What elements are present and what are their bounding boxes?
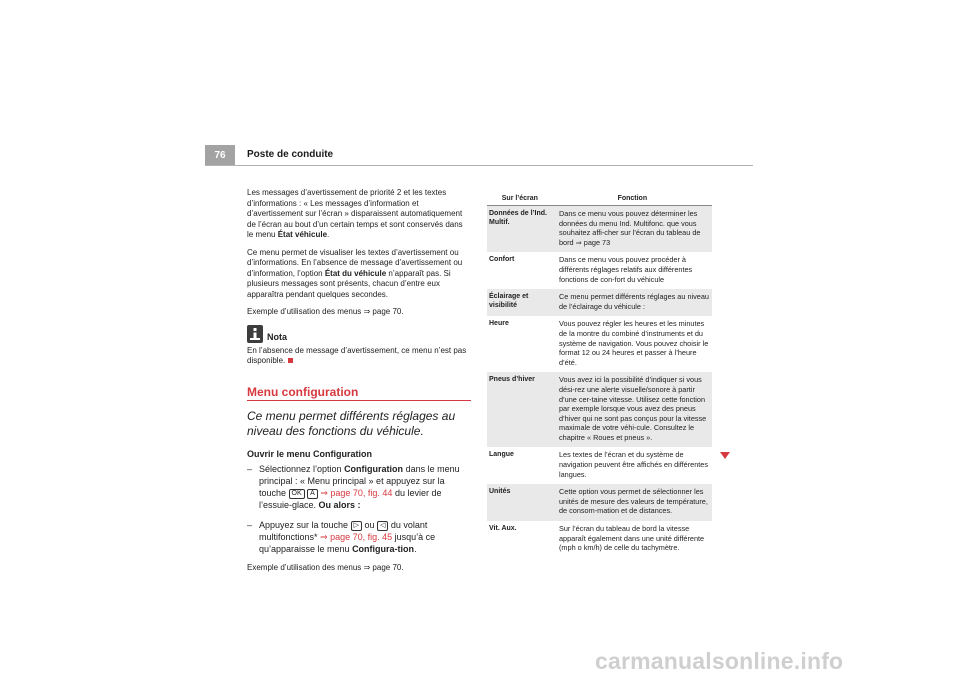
step-2-part-a: Appuyez sur la touche <box>259 519 351 530</box>
step-2-part-c: du volant multifonctions* <box>259 519 428 542</box>
step-2-text <box>259 519 471 555</box>
a-key-icon: A <box>307 489 318 499</box>
table-row <box>487 316 712 372</box>
table-cell-desc: Sur l’écran du tableau de bord la vitesse apparaît également dans une unité différente (mph o km/h) de celle du tachymètre. <box>559 524 705 553</box>
sub-heading: Ouvrir le menu Configuration <box>247 449 373 459</box>
step-2-end: . <box>414 543 417 554</box>
section-title: Menu configuration <box>247 387 471 402</box>
paragraph-2-text: Ce menu permet de visualiser les textes d’avertissement ou d’informations. En l’absence de message d’avertissement ou d’information, l’option <box>247 247 463 278</box>
step-2-part-d: jusqu’à ce qu’apparaisse le menu <box>259 531 436 554</box>
footer-reference: Exemple d’utilisation des menus ⇒ page 70. <box>247 562 404 572</box>
table-cell-name: Données de l’Ind. Multif. <box>489 210 547 226</box>
table-header-function: Fonction <box>617 195 648 202</box>
nota-block <box>247 325 471 343</box>
table-cell-desc: Cette option vous permet de sélectionner les unités de mesure des valeurs de température, de consom-mation et de distances. <box>559 487 708 516</box>
table-cell-desc: Vous pouvez régler les heures et les minutes de la montre du combiné d’instruments et du système de navigation. Vous pouvez choisir le format 12 ou 24 heures et passer à l’heure d’été. <box>559 319 709 367</box>
step-2-bold: Configura-tion <box>352 543 415 554</box>
paragraph-2-bold: État du véhicule <box>324 268 387 278</box>
table-row <box>487 289 712 316</box>
step-2-link[interactable]: ⇒ page 70, fig. 45 <box>320 531 393 542</box>
watermark: carmanualsonline.info <box>595 648 844 674</box>
table-cell-name: Pneus d’hiver <box>489 376 535 384</box>
step-1-link[interactable]: ⇒ page 70, fig. 44 <box>317 487 393 498</box>
nota-info-icon <box>247 325 263 343</box>
step-2 <box>247 519 471 555</box>
paragraph-1 <box>247 188 471 241</box>
page-number: 76 <box>205 145 235 165</box>
nota-text <box>247 346 471 367</box>
table-cell-desc: Vous avez ici la possibilité d’indiquer si vous dési-rez une alerte visuelle/sonore à partir d’une cer-taine vitesse. Utilisez cette fonction par exemple lorsque vous avez des pneus d’hiver qui ne sont pas conçus pour la vitesse maximale de votre véhi-cule. Consultez le chapitre « Roues et pneus ». <box>559 375 707 442</box>
table-header <box>487 193 712 206</box>
step-1-part-a: Sélectionnez l’option <box>259 463 345 474</box>
nota-title: Nota <box>267 332 287 342</box>
table-cell-name: Unités <box>489 488 511 496</box>
step-1 <box>247 463 471 511</box>
table-row <box>487 206 712 252</box>
table-row <box>487 252 712 289</box>
right-key-icon: ▷ <box>351 521 362 531</box>
step-1-text <box>259 463 471 511</box>
step-1-bold-2: Ou alors : <box>318 499 361 510</box>
table-row <box>487 372 712 447</box>
table-cell-desc: Dans ce menu vous pouvez déterminer les données du menu Ind. Multifonc. que vous souhaitez affi-cher sur l’écran du tableau de bord ⇒ page 73 <box>559 209 701 247</box>
paragraph-3: Exemple d’utilisation des menus ⇒ page 70. <box>247 307 404 316</box>
step-2-dash: – <box>247 519 253 530</box>
paragraph-2-end: n’apparaît pas. Si plusieurs messages sont présents, chacun d’entre eux apparaîtra pendant quelques secondes. <box>247 268 451 299</box>
step-2-part-b: ou <box>361 519 377 530</box>
step-1-bold: Configuration <box>344 463 404 474</box>
left-key-icon: ◁ <box>377 521 388 531</box>
table-row <box>487 484 712 521</box>
table-cell-desc: Dans ce menu vous pouvez procéder à différents réglages relatifs aux différentes fonctions de con-fort du véhicule <box>559 255 693 284</box>
settings-table <box>487 193 712 558</box>
nota-text-body: En l’absence de message d’avertissement, ce menu n’est pas disponible. <box>247 345 467 365</box>
paragraph-1-bold: État véhicule <box>277 230 328 239</box>
continue-arrow-icon <box>720 452 730 459</box>
section-subtitle: Ce menu permet différents réglages au niveau des fonctions du véhicule. <box>247 409 456 438</box>
paragraph-1-text: Les messages d’avertissement de priorité 2 et les textes d’informations : « Les messages d’information et d’avertissement sur l’écran » disparaissent automatiquement de l’écran au bout d’un certain temps et sont conservés dans le menu <box>247 188 463 239</box>
table-cell-name: Vit. Aux. <box>489 525 517 533</box>
table-cell-name: Confort <box>489 256 515 264</box>
table-row <box>487 447 712 484</box>
table-cell-name: Éclairage et visibilité <box>489 293 529 310</box>
table-cell-name: Heure <box>489 320 509 328</box>
paragraph-2 <box>247 248 471 301</box>
end-of-section-marker <box>288 358 293 363</box>
step-1-part-c: du levier de l’essuie-glace. <box>259 487 442 510</box>
table-cell-desc: Ce menu permet différents réglages au niveau de l’éclairage du véhicule : <box>559 292 709 311</box>
running-header: Poste de conduite <box>247 149 334 160</box>
table-header-screen: Sur l’écran <box>501 195 538 202</box>
table-row <box>487 521 712 558</box>
header-rule <box>205 165 753 166</box>
table-cell-name: Langue <box>489 451 514 459</box>
ok-key-icon: OK <box>289 489 305 499</box>
table-cell-desc: Les textes de l’écran et du système de navigation peuvent être affichés en différentes langues. <box>559 450 709 479</box>
left-column <box>247 188 471 580</box>
step-1-part-b: dans le menu principal : « Menu principal » et appuyez sur la touche <box>259 463 460 498</box>
step-1-dash: – <box>247 463 253 474</box>
paragraph-1-end: . <box>327 230 330 239</box>
